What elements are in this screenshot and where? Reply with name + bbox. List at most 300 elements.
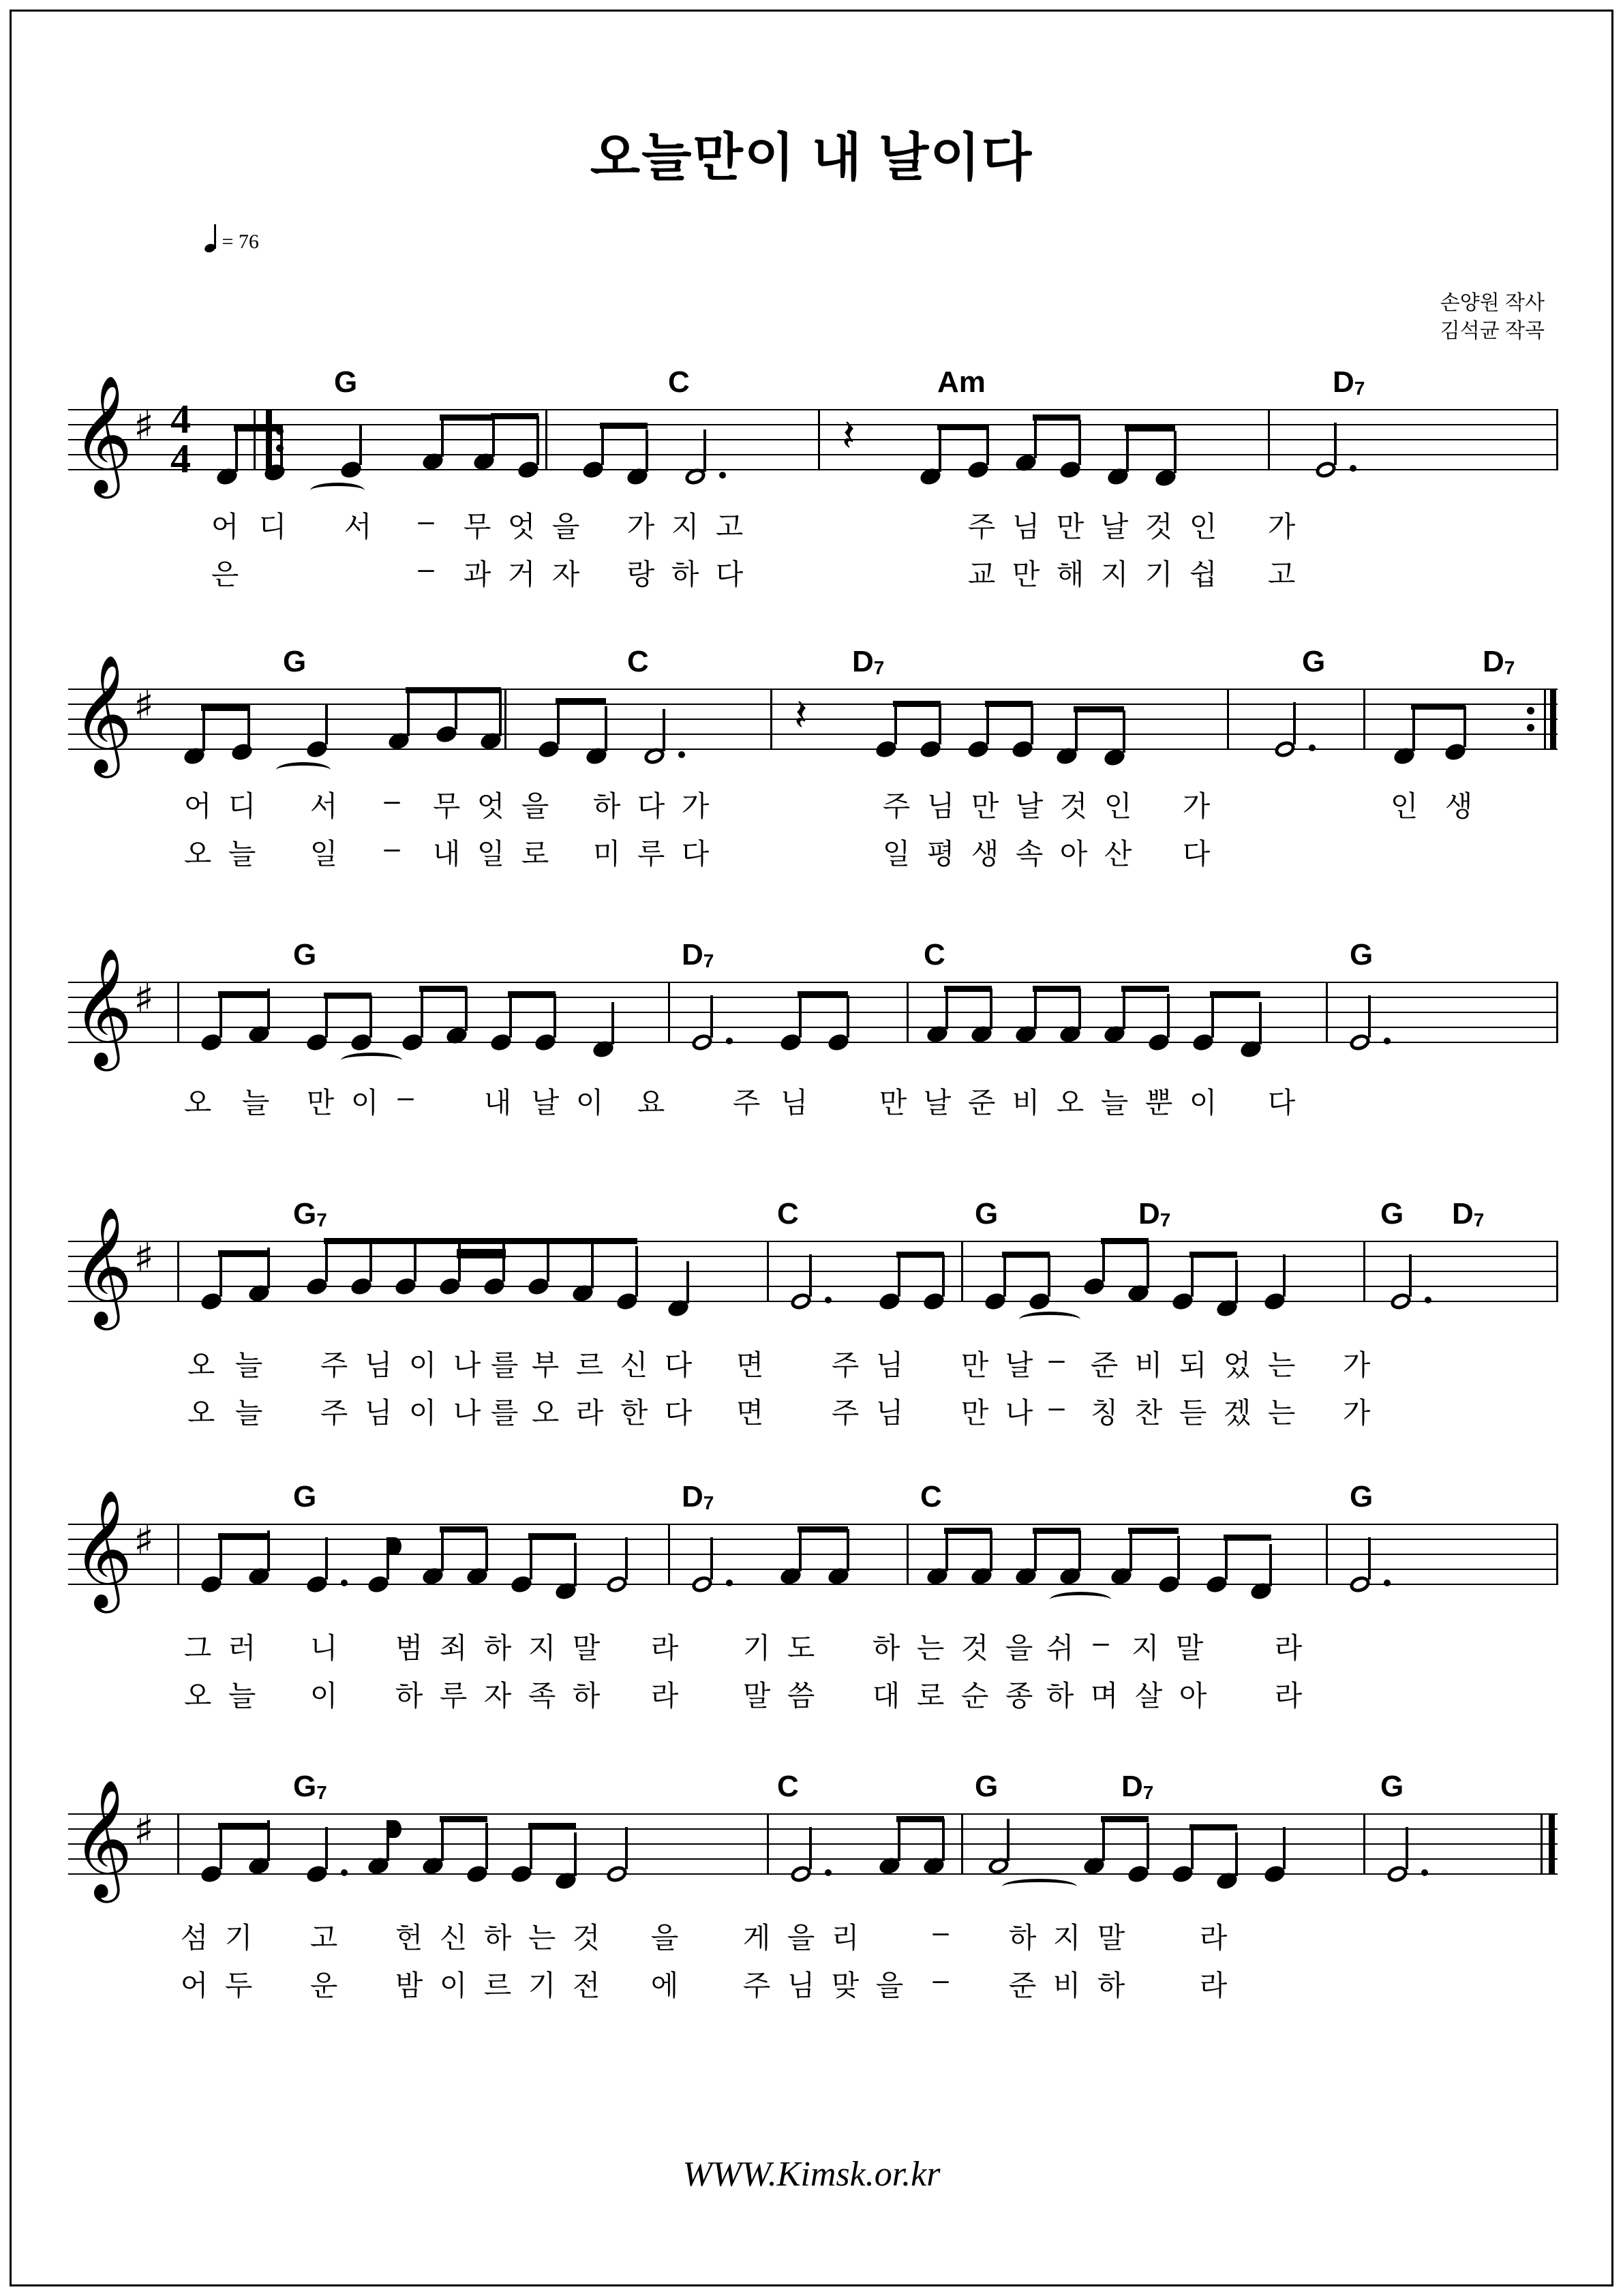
note-stem <box>1463 706 1466 747</box>
beam <box>491 413 539 419</box>
beam <box>1125 425 1175 432</box>
barline <box>545 409 547 470</box>
repeat-dots <box>1527 704 1535 735</box>
note-stem <box>1174 431 1177 473</box>
barline <box>668 982 670 1043</box>
note-stem <box>557 701 560 744</box>
staff-6 <box>68 1770 1558 1898</box>
lyric-syllable: 엇 <box>507 511 536 543</box>
note-stem <box>945 988 948 1029</box>
lyric-syllable: 어 <box>180 1969 209 2002</box>
lyric-syllable: 을 <box>551 511 580 543</box>
lyric-syllable: 과 <box>463 558 491 590</box>
key-signature: ♯ <box>134 1515 155 1565</box>
note-stem <box>1034 417 1037 458</box>
note-stem <box>441 1819 444 1861</box>
lyric-syllable: 내 <box>432 838 461 870</box>
beam <box>798 1526 848 1532</box>
lyric-syllable: 부 <box>531 1349 560 1381</box>
note-stem <box>219 1254 222 1297</box>
lyric-syllable: 하 <box>1097 1969 1125 2002</box>
quarter-rest: 𝄽 <box>842 411 855 462</box>
beam <box>324 993 371 999</box>
lyric-syllable: 해 <box>1056 558 1084 590</box>
lyric-syllable: 오 <box>183 1087 212 1119</box>
lyric-syllable: 루 <box>439 1680 468 1712</box>
lyric-syllable: 기 <box>224 1922 253 1954</box>
note-stem <box>1102 1819 1105 1861</box>
lyric-syllable: 가 <box>1182 790 1211 822</box>
lyric-syllable: 디 <box>258 511 287 543</box>
note-stem <box>710 995 713 1038</box>
lyric-syllable: 대 <box>872 1680 900 1712</box>
note-stem <box>280 428 283 468</box>
note-stem <box>1078 1530 1081 1571</box>
lyric-syllable: 라 <box>650 1680 679 1712</box>
barline <box>1227 689 1229 750</box>
lyric-syllable: – <box>384 832 400 864</box>
music-system-3 <box>68 938 1558 1119</box>
lyric-syllable: 도 <box>787 1632 815 1664</box>
lyric-syllable: 일 <box>309 838 338 870</box>
lyric-syllable: 인 <box>1104 790 1132 822</box>
lyric-syllable: 맞 <box>831 1969 860 2002</box>
note-stem <box>219 1827 222 1869</box>
lyric-syllable: 칭 <box>1090 1397 1119 1429</box>
lyric-syllable: 늘 <box>241 1087 270 1119</box>
chord-symbol: $D_7$ <box>1333 365 1365 399</box>
note-stem <box>1034 988 1037 1029</box>
note-stem <box>1078 988 1081 1029</box>
note-stem <box>1147 1823 1149 1869</box>
note-stem <box>202 709 205 751</box>
lyric-syllable: 이 <box>408 1397 437 1429</box>
tie <box>276 762 331 778</box>
lyric-syllable: 거 <box>507 558 536 590</box>
barline <box>668 1524 670 1585</box>
note-stem <box>499 690 502 736</box>
lyric-syllable: 기 <box>742 1632 771 1664</box>
treble-clef-icon: 𝄞 <box>72 948 133 1066</box>
note-stem <box>1283 1254 1286 1297</box>
credits <box>1440 290 1545 345</box>
note-stem <box>325 1827 328 1869</box>
lyric-syllable: 일 <box>882 838 911 870</box>
lyric-syllable: 어 <box>211 511 239 543</box>
lyric-syllable: 족 <box>528 1680 556 1712</box>
note-stem <box>407 693 410 736</box>
beam <box>508 991 556 997</box>
lyric-syllable: 기 <box>528 1969 556 2002</box>
lyric-syllable: 하 <box>872 1632 900 1664</box>
chord-symbol: $D_7$ <box>1483 645 1515 678</box>
lyric-syllable: 은 <box>211 558 239 590</box>
note-stem <box>990 988 992 1029</box>
lyric-syllable: 만 <box>960 1349 989 1381</box>
lyric-syllable: 날 <box>1005 1349 1033 1381</box>
chord-symbol: C <box>777 1770 799 1803</box>
lyric-syllable: 종 <box>1005 1680 1033 1712</box>
music-system-1 <box>68 365 1558 590</box>
lyric-syllable: 주 <box>320 1397 348 1429</box>
lyric-syllable: 오 <box>531 1397 560 1429</box>
tie <box>341 1053 402 1068</box>
note-stem <box>986 704 989 744</box>
note-stem <box>942 1254 945 1297</box>
lyric-syllable: 일 <box>476 838 505 870</box>
note-stem <box>1177 1536 1180 1580</box>
note-stem <box>492 417 495 457</box>
beam <box>1128 1528 1179 1534</box>
music-system-2 <box>68 645 1558 870</box>
lyric-syllable: 고 <box>309 1922 338 1954</box>
lyric-syllable: 이 <box>439 1969 468 2002</box>
note-stem <box>1123 988 1125 1029</box>
quarter-rest: 𝄽 <box>794 691 808 741</box>
lyric-syllable: 리 <box>831 1922 860 1954</box>
lyric-syllable: 다 <box>681 838 710 870</box>
lyric-syllable: 주 <box>732 1087 761 1119</box>
lyric-syllable: 늘 <box>234 1349 263 1381</box>
note-stem <box>703 429 706 472</box>
lyric-syllable: 것 <box>572 1922 601 1954</box>
lyric-syllable: 교 <box>967 558 996 590</box>
barline <box>818 409 820 470</box>
lyric-syllable: 루 <box>637 838 665 870</box>
lyric-syllable: 서 <box>344 511 372 543</box>
chord-symbol: $G_7$ <box>293 1770 327 1803</box>
beam <box>556 698 606 704</box>
note-stem <box>325 1537 328 1580</box>
lyric-syllable: 늘 <box>234 1397 263 1429</box>
note-stem <box>219 1537 222 1580</box>
barline <box>1363 1813 1365 1875</box>
note-stem <box>421 990 423 1038</box>
barline <box>907 982 909 1043</box>
beam <box>1210 991 1260 997</box>
beam <box>985 701 1033 707</box>
dotted-rhythm-dot <box>1384 1038 1391 1044</box>
barline <box>907 1524 909 1585</box>
lyric-syllable: 게 <box>742 1922 771 1954</box>
note-stem <box>455 689 457 729</box>
barline <box>254 409 256 470</box>
lyric-syllable: 무 <box>463 511 491 543</box>
barline <box>770 689 772 750</box>
note-stem <box>1102 1241 1105 1282</box>
barline <box>961 1813 963 1875</box>
chord-symbol: $G_7$ <box>293 1197 327 1230</box>
lyric-syllable: 님 <box>875 1397 904 1429</box>
key-signature: ♯ <box>134 1805 155 1855</box>
lyric-syllable: 한 <box>620 1397 648 1429</box>
lyric-syllable: 로 <box>521 838 549 870</box>
lyric-syllable: 가 <box>681 790 710 822</box>
note-stem <box>1031 704 1033 744</box>
lyric-syllable: 이 <box>408 1349 437 1381</box>
chord-symbol: G <box>1380 1197 1404 1230</box>
beam <box>1101 1238 1149 1244</box>
barline <box>961 1241 963 1302</box>
beam <box>1074 706 1124 712</box>
lyric-syllable: 죄 <box>439 1632 468 1664</box>
lyric-syllable: 디 <box>228 790 256 822</box>
beam <box>600 423 648 429</box>
time-signature: 4 4 <box>170 397 191 481</box>
dotted-rhythm-dot <box>1425 1297 1431 1303</box>
treble-clef-icon: 𝄞 <box>72 1779 133 1898</box>
lyric-syllable: 르 <box>483 1969 512 2002</box>
beam <box>218 1533 269 1539</box>
lyric-syllable: 었 <box>1223 1349 1252 1381</box>
note-stem <box>990 1530 992 1571</box>
music-system-6 <box>68 1770 1558 2002</box>
chord-symbol: G <box>334 365 358 399</box>
key-signature: ♯ <box>134 680 155 730</box>
lyric-syllable: 것 <box>1144 511 1173 543</box>
dotted-rhythm-dot <box>678 751 685 758</box>
note-stem <box>1293 702 1296 744</box>
barline <box>177 1524 179 1585</box>
lyric-syllable: 헌 <box>395 1922 423 1954</box>
beam <box>528 1823 576 1829</box>
staff-2 <box>68 645 1558 773</box>
chord-symbol: $D_7$ <box>1138 1197 1171 1230</box>
lyric-syllable: 준 <box>967 1087 996 1119</box>
lyric-syllable: 준 <box>1008 1969 1037 2002</box>
note-stem <box>799 1529 802 1571</box>
lyric-syllable: 말 <box>1175 1632 1204 1664</box>
lyric-syllable: 인 <box>1189 511 1217 543</box>
barline <box>177 1813 179 1875</box>
lyric-syllable: 듣 <box>1179 1397 1207 1429</box>
lyric-syllable: 오 <box>1056 1087 1084 1119</box>
note-stem <box>485 1529 488 1571</box>
lyric-syllable: 다 <box>637 790 665 822</box>
lyric-syllable: 지 <box>1100 558 1129 590</box>
lyric-syllable: 밤 <box>395 1969 423 2002</box>
lyric-syllable: 니 <box>309 1632 338 1664</box>
note-stem <box>1007 1819 1010 1861</box>
chord-symbol: $D_7$ <box>852 645 885 678</box>
lyric-syllable: 님 <box>875 1349 904 1381</box>
lyric-syllable: 서 <box>309 790 338 822</box>
lyric-syllable: 을 <box>650 1922 679 1954</box>
lyric-syllable: 생 <box>1444 790 1473 822</box>
note-stem <box>414 1241 416 1282</box>
lyric-syllable: 다 <box>664 1397 693 1429</box>
beam <box>1189 1824 1237 1830</box>
lyric-syllable: 섬 <box>180 1922 209 1954</box>
beam <box>798 991 848 997</box>
lyric-syllable: 라 <box>650 1632 679 1664</box>
lyric-syllable: 를 <box>490 1397 519 1429</box>
beam <box>896 1816 944 1822</box>
beam <box>896 1252 944 1258</box>
note-stem <box>663 709 665 751</box>
note-stem <box>809 1827 812 1869</box>
beam <box>893 701 941 707</box>
lyric-syllable: 는 <box>528 1922 556 1954</box>
lyric-syllable: 나 <box>453 1397 481 1429</box>
lyric-syllable: 비 <box>1012 1087 1040 1119</box>
lyric-syllable: 며 <box>1090 1680 1119 1712</box>
note-stem <box>939 429 941 472</box>
dotted-rhythm-dot <box>1309 744 1316 751</box>
note-stem <box>485 1823 488 1869</box>
lyric-syllable: 오 <box>187 1349 215 1381</box>
lyric-syllable: 생 <box>971 838 999 870</box>
beam <box>944 1528 992 1534</box>
note-stem <box>847 995 849 1038</box>
chord-symbol: C <box>627 645 649 678</box>
barline <box>1541 1813 1543 1875</box>
lyric-syllable: 날 <box>1100 511 1129 543</box>
beam <box>1033 414 1080 421</box>
lyric-syllable: – <box>1048 1343 1065 1375</box>
beam <box>944 986 992 992</box>
note-stem <box>1368 1537 1371 1580</box>
note-stem <box>986 424 989 465</box>
lyric-syllable: 면 <box>735 1397 764 1429</box>
note-stem <box>530 1826 532 1869</box>
lyric-syllable: 산 <box>1104 838 1132 870</box>
dotted-rhythm-dot <box>726 1038 733 1044</box>
beam <box>1411 704 1466 710</box>
lyricist-credit: 손양원 작사 <box>1440 292 1545 314</box>
lyric-syllable: 요 <box>637 1087 665 1119</box>
chord-symbol: G <box>975 1770 999 1803</box>
note-stem <box>942 1819 945 1861</box>
barline <box>266 409 272 470</box>
beam <box>201 705 250 711</box>
chord-symbol: C <box>924 938 945 971</box>
note-stem <box>359 425 362 465</box>
beam <box>440 1526 487 1532</box>
beam <box>234 425 283 432</box>
dotted-rhythm-dot <box>1350 465 1356 472</box>
lyric-syllable: 늘 <box>228 1680 256 1712</box>
note-head <box>230 742 254 763</box>
lyric-syllable: 이 <box>309 1680 338 1712</box>
lyric-syllable: 이 <box>575 1087 604 1119</box>
lyric-syllable: 고 <box>715 511 744 543</box>
lyric-syllable: 이 <box>350 1087 379 1119</box>
lyric-syllable: 만 <box>960 1397 989 1429</box>
note-stem <box>219 995 222 1038</box>
beam-secondary <box>457 1249 506 1258</box>
dotted-rhythm-dot <box>825 1869 832 1876</box>
lyric-syllable: – <box>418 504 434 537</box>
quarter-note-icon <box>204 225 217 252</box>
note-stem <box>601 425 604 465</box>
note-stem <box>1406 1827 1408 1869</box>
lyric-syllable: 라 <box>1274 1632 1303 1664</box>
lyric-syllable: 하 <box>483 1632 512 1664</box>
lyric-syllable: 는 <box>916 1632 945 1664</box>
barline <box>504 689 506 750</box>
chord-symbol: C <box>920 1480 942 1513</box>
note-stem <box>799 995 802 1038</box>
note-stem <box>1269 1544 1272 1586</box>
lyric-syllable: 하 <box>592 790 621 822</box>
chord-symbol: $D_7$ <box>1452 1197 1485 1230</box>
page-title: 오늘만이 내 날이다 <box>590 129 1033 187</box>
barline <box>1326 1524 1328 1585</box>
lyric-syllable: 오 <box>183 838 212 870</box>
lyric-syllable: 자 <box>551 558 580 590</box>
chord-symbol: G <box>1350 938 1374 971</box>
lyric-syllable: 엇 <box>476 790 505 822</box>
barline <box>1544 689 1546 750</box>
lyric-syllable: 아 <box>1179 1680 1207 1712</box>
note-stem <box>325 995 328 1038</box>
lyric-syllable: 라 <box>1199 1922 1228 1954</box>
lyric-syllable: 다 <box>1182 838 1211 870</box>
lyric-syllable: 말 <box>572 1632 601 1664</box>
note-stem <box>898 1819 900 1861</box>
lyric-syllable: 날 <box>1015 790 1044 822</box>
lyric-syllable: 주 <box>967 511 996 543</box>
lyric-syllable: 날 <box>531 1087 560 1119</box>
note-stem <box>1334 423 1337 465</box>
beam <box>1033 1528 1080 1534</box>
lyric-syllable: 주 <box>320 1349 348 1381</box>
lyric-syllable: 하 <box>483 1922 512 1954</box>
lyric-syllable: 쉽 <box>1189 558 1217 590</box>
barline <box>1550 689 1556 750</box>
lyric-syllable: 만 <box>971 790 999 822</box>
lyric-syllable: 에 <box>650 1969 679 2002</box>
lyric-syllable: 하 <box>572 1680 601 1712</box>
lyric-syllable: 라 <box>1199 1969 1228 2002</box>
barline <box>1363 689 1365 750</box>
note-stem <box>1003 1254 1006 1297</box>
lyric-syllable: 속 <box>1015 838 1044 870</box>
chord-symbol: C <box>777 1197 799 1230</box>
lyric-syllable: – <box>1048 1391 1065 1423</box>
final-barline <box>1549 1813 1555 1875</box>
beam <box>1101 1816 1149 1822</box>
note-stem <box>369 995 372 1038</box>
tie <box>1050 1592 1111 1607</box>
dotted-rhythm-dot <box>341 1869 348 1876</box>
lyric-syllable: 이 <box>1189 1087 1217 1119</box>
footer-url: WWW.Kimsk.or.kr <box>682 2155 941 2194</box>
beam <box>528 1533 576 1539</box>
lyric-syllable: 하 <box>671 558 699 590</box>
lyric-syllable: 랑 <box>626 558 655 590</box>
dotted-rhythm-dot <box>341 1580 348 1586</box>
lyric-syllable: 다 <box>715 558 744 590</box>
chord-symbol: G <box>293 1480 317 1513</box>
beam <box>937 424 989 430</box>
barline <box>767 1241 769 1302</box>
lyric-syllable: 는 <box>1267 1349 1296 1381</box>
lyric-syllable: 것 <box>960 1632 989 1664</box>
note-stem <box>1211 995 1214 1038</box>
note-stem <box>710 1537 713 1580</box>
lyric-syllable: 는 <box>1267 1397 1296 1429</box>
note-stem <box>646 429 648 472</box>
lyric-syllable: 살 <box>1134 1680 1163 1712</box>
lyric-syllable: 주 <box>742 1969 771 2002</box>
lyric-syllable: 되 <box>1179 1349 1207 1381</box>
chord-symbol: G <box>1302 645 1326 678</box>
barline <box>1556 982 1558 1043</box>
lyric-syllable: 주 <box>831 1349 860 1381</box>
lyric-syllable: 준 <box>1090 1349 1119 1381</box>
